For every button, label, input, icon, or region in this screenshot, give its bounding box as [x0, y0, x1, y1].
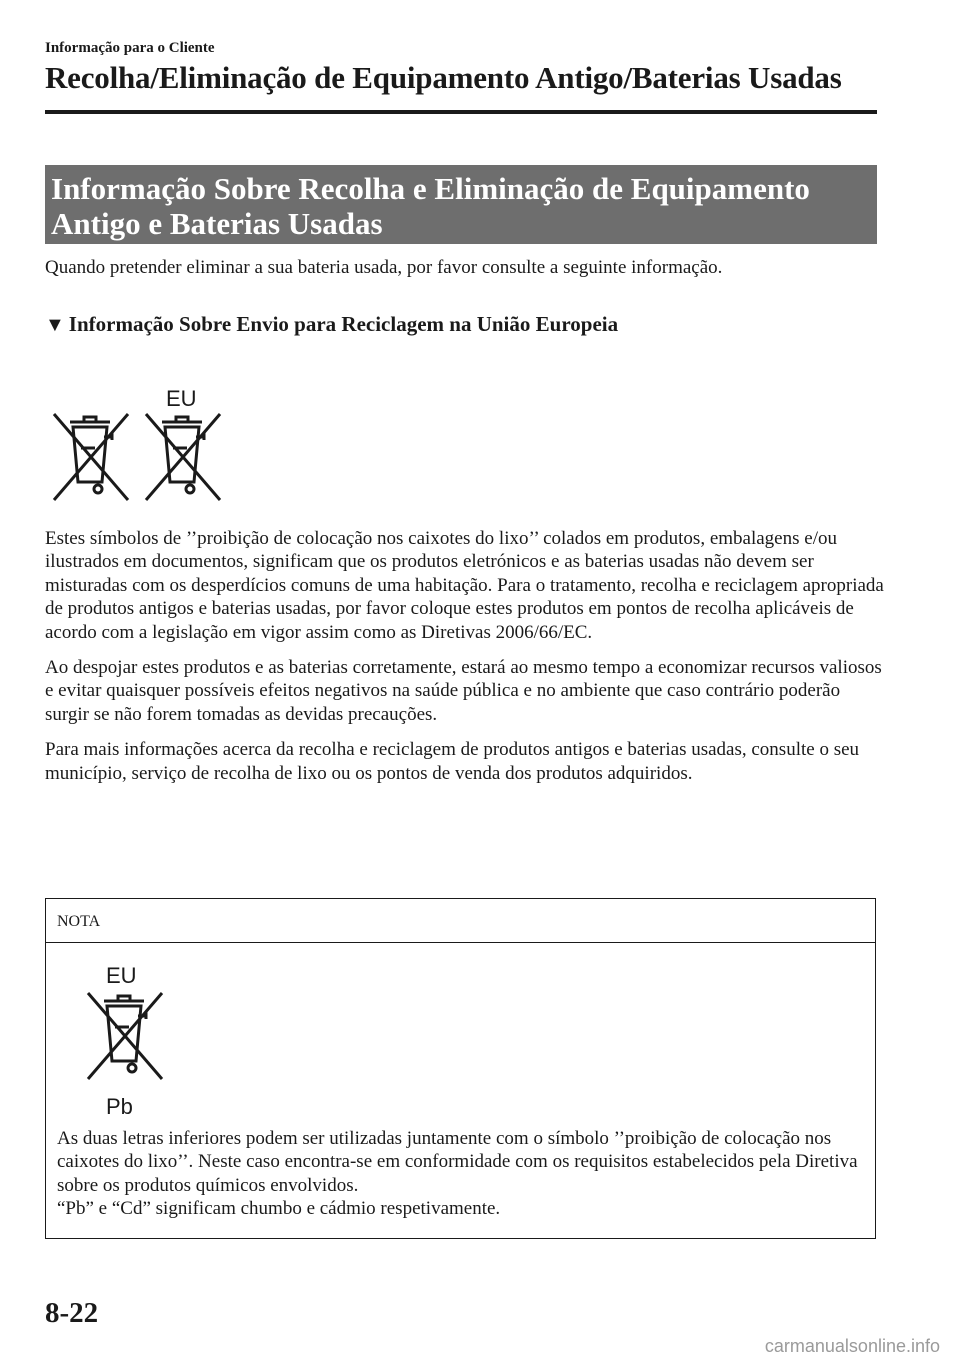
body-text [45, 527, 885, 797]
note-box [45, 898, 876, 1239]
section-title-line-2: Antigo e Baterias Usadas [51, 206, 383, 241]
crossed-out-bin-icon [54, 414, 128, 500]
note-text [57, 1127, 867, 1221]
pb-label: Pb [106, 1094, 133, 1119]
eu-label: EU [166, 386, 197, 411]
crossed-out-bin-icon [146, 414, 220, 500]
triangle-marker-icon: ▼ [45, 314, 65, 336]
subsection-heading [45, 312, 618, 337]
page-number: 8-22 [45, 1297, 99, 1329]
eu-label: EU [106, 963, 137, 988]
paragraph: Para mais informações acerca da recolha e reciclagem de produtos antigos e baterias usadas, consulte o seu município, serviço de recolha de lixo ou os pontos de venda dos produtos adquiridos. [45, 739, 860, 784]
note-divider [46, 942, 875, 943]
eu-weee-symbols [48, 382, 238, 504]
subsection-title: Informação Sobre Envio para Reciclagem na União Europeia [68, 312, 619, 336]
section-title-line-1: Informação Sobre Recolha e Eliminação de Equipamento [51, 171, 810, 206]
paragraph: Ao despojar estes produtos e as baterias corretamente, estará ao mesmo tempo a economizar recursos valiosos e evitar quaisquer possíveis efeitos negativos na saúde pública e no ambiente que caso contrário poderão surgir se não forem tomadas as devidas precauções. [45, 657, 882, 725]
note-label: NOTA [57, 913, 101, 930]
page-title: Recolha/Eliminação de Equipamento Antigo/Baterias Usadas [45, 60, 842, 95]
eu-pb-weee-symbol [76, 961, 176, 1121]
crossed-out-bin-icon [88, 993, 162, 1079]
note-paragraph: As duas letras inferiores podem ser utilizadas juntamente com o símbolo ’’proibição de colocação nos caixotes do lixo’’. Neste caso encontra-se em conformidade com os requisitos estabelecidos pela Diretiva sobre os produtos químicos envolvidos. [57, 1128, 858, 1196]
section-title-banner [45, 165, 877, 244]
header-divider [45, 110, 877, 114]
paragraph: Estes símbolos de ’’proibição de colocação nos caixotes do lixo’’ colados em produtos, embalagens e/ou ilustrados em documentos, significam que os produtos eletrónicos e as baterias usadas não devem ser misturadas com os desperdícios comuns de uma habitação. Para o tratamento, recolha e reciclagem apropriada de produtos antigos e baterias usadas, por favor coloque estes produtos em pontos de recolha aplicáveis de acordo com a legislação em vigor assim como as Diretivas 2006/66/EC. [45, 528, 884, 643]
intro-paragraph: Quando pretender eliminar a sua bateria usada, por favor consulte a seguinte informação. [45, 257, 723, 278]
running-header-category: Informação para o Cliente [45, 40, 215, 56]
note-paragraph: “Pb” e “Cd” significam chumbo e cádmio respetivamente. [57, 1198, 501, 1220]
watermark: carmanualsonline.info [764, 1336, 940, 1356]
